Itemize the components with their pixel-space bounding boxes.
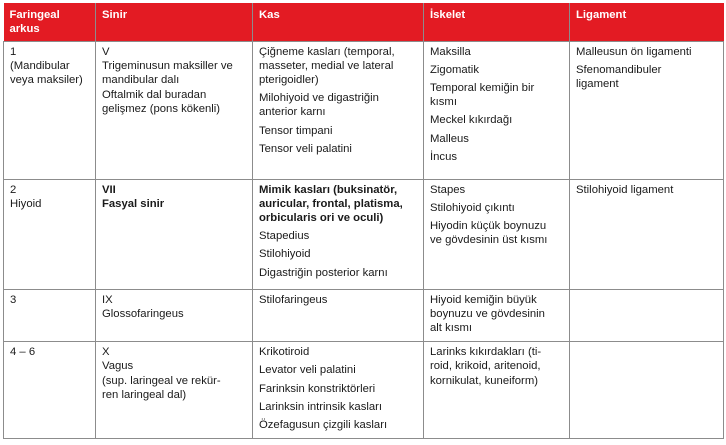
table-row [4,179,724,289]
muscle-item: Stilohiyoid [259,248,311,261]
muscle-item: Larinksin intrinsik kasları [259,400,383,413]
muscle-item: Krikotiroid [259,346,310,359]
nerve-text: X Vagus (sup. laringeal ve rekür- ren laringeal dal) [102,346,221,401]
skeleton-item: İncus [430,150,458,163]
muscle-item: Milohiyoid ve digastriğin anterior karnı [259,92,379,119]
cell-skeleton [424,41,570,179]
table-row [4,342,724,439]
ligament-item: Sfenomandibuler ligament [576,63,662,90]
cell-arch [4,41,96,179]
cell-muscle [253,289,424,342]
muscle-item: Özefagusun çizgili kasları [259,418,388,431]
skeleton-item: Meckel kıkırdağı [430,114,513,127]
header-skeleton: İskelet [424,3,570,41]
skeleton-item: Hiyodin küçük boynuzu ve gövdesinin üst kısmı [430,219,548,247]
cell-skeleton [424,289,570,342]
cell-muscle [253,41,424,179]
skeleton-item: Hiyoid kemiğin büyük boynuzu ve gövdesinin alt kısmı [430,293,545,334]
muscle-item: Tensor timpani [259,124,333,137]
cell-ligament [570,289,724,342]
skeleton-item: Temporal kemiğin bir kısmı [430,81,535,109]
skeleton-item: Zigomatik [430,63,479,76]
cell-arch [4,342,96,439]
arch-label: 2 Hiyoid [10,183,42,210]
muscle-item: Farinksin konstriktörleri [259,382,376,395]
muscle-item: Mimik kasları (buksinatör, auricular, frontal, platisma, orbicularis ori ve oculi) [259,183,403,224]
cell-skeleton [424,342,570,439]
muscle-item: Çiğneme kasları (temporal, masseter, medial ve lateral pterigoidler) [259,45,395,86]
cell-nerve [96,41,253,179]
nerve-text: V Trigeminusun maksiller ve mandibular dalı [102,45,233,86]
nerve-note: Oftalmik dal buradan gelişmez (pons kökenli) [102,89,221,116]
muscle-item: Tensor veli palatini [259,142,352,155]
nerve-text: VII Fasyal sinir [102,183,165,210]
muscle-item: Levator veli palatini [259,364,356,377]
arch-label: 4 – 6 [10,346,36,359]
muscle-item: Digastriğin posterior karnı [259,266,388,279]
cell-muscle [253,342,424,439]
header-ligament: Ligament [570,3,724,41]
table-row [4,289,724,342]
header-muscle: Kas [253,3,424,41]
header-arch: Faringeal arkus [4,3,96,41]
header-nerve: Sinir [96,3,253,41]
arch-label: 3 [10,293,17,306]
skeleton-item: Stapes [430,183,466,196]
cell-arch [4,179,96,289]
muscle-item: Stapedius [259,230,310,243]
cell-ligament [570,41,724,179]
cell-ligament [570,179,724,289]
skeleton-item: Stilohiyoid çıkıntı [430,201,515,214]
cell-muscle [253,179,424,289]
cell-nerve [96,289,253,342]
pharyngeal-arch-table [3,3,724,439]
table-header-row [4,3,724,41]
table-row [4,41,724,179]
skeleton-item: Maksilla [430,45,471,58]
cell-skeleton [424,179,570,289]
muscle-item: Stilofaringeus [259,293,328,306]
ligament-item: Malleusun ön ligamenti [576,45,692,58]
skeleton-item: Larinks kıkırdakları (ti- roid, krikoid, aritenoid, kornikulat, kuneiform) [430,346,542,387]
arch-label: 1 (Mandibular veya maksiler) [10,45,83,86]
cell-ligament [570,342,724,439]
skeleton-item: Malleus [430,132,469,145]
cell-nerve [96,342,253,439]
nerve-text: IX Glossofaringeus [102,293,184,320]
cell-arch [4,289,96,342]
cell-nerve [96,179,253,289]
ligament-item: Stilohiyoid ligament [576,183,674,196]
